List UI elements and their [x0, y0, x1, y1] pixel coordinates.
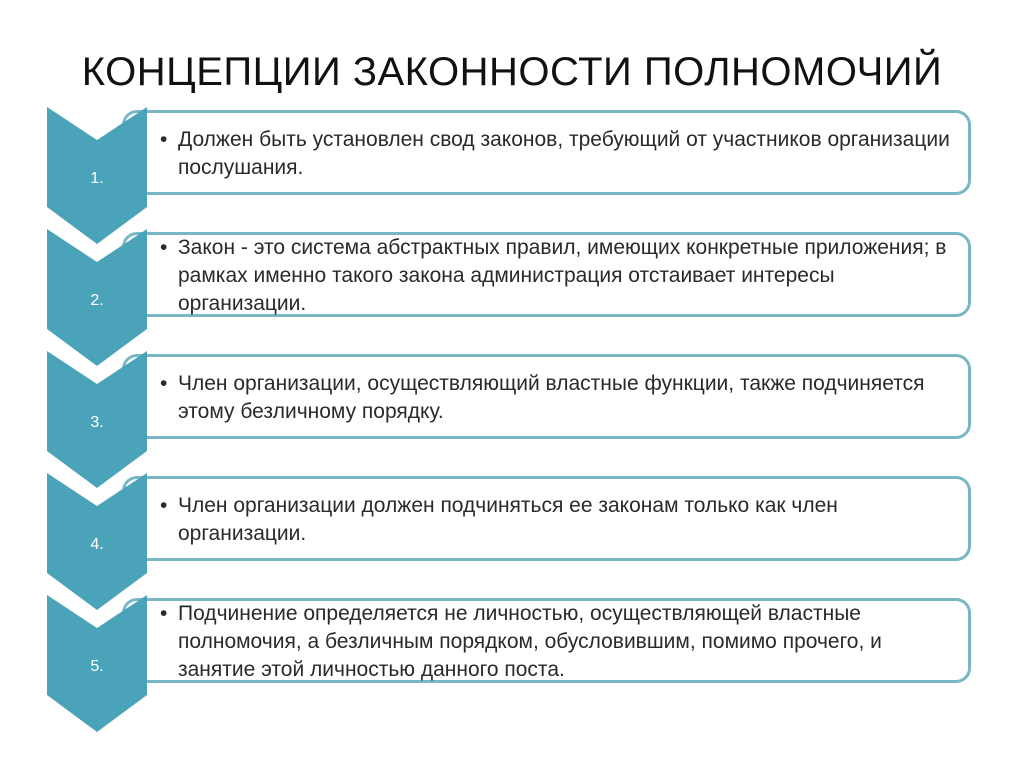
step-text-4-content: Член организации должен подчиняться ее законам только как член организации.: [178, 494, 838, 545]
step-number-2: 2.: [90, 292, 104, 309]
step-text-2-content: Закон - это система абстрактных правил, имеющих конкретные приложения; в рамках именно такого закона администрация отстаивает интересы организации.: [178, 236, 947, 315]
bullet: •: [160, 602, 168, 625]
bullet: •: [160, 494, 168, 517]
step-number-1: 1.: [90, 170, 104, 187]
step-text-5: [160, 600, 960, 684]
step-text-3-content: Член организации, осуществляющий властные функции, также подчиняется этому безличному порядку.: [178, 372, 925, 423]
step-text-1-content: Должен быть установлен свод законов, требующий от участников организации послушания.: [178, 128, 950, 179]
step-text-2: [160, 234, 960, 318]
step-number-4: 4.: [90, 536, 104, 553]
bullet: •: [160, 128, 168, 151]
step-text-4: [160, 492, 960, 548]
step-text-1: [160, 126, 960, 182]
bullet: •: [160, 372, 168, 395]
step-number-3: 3.: [90, 414, 104, 431]
step-text-3: [160, 370, 960, 426]
bullet: •: [160, 236, 168, 259]
step-number-5: 5.: [90, 658, 104, 675]
step-text-5-content: Подчинение определяется не личностью, осуществляющей властные полномочия, а безличным порядком, обусловившим, помимо прочего, и занятие этой личностью данного поста.: [178, 602, 882, 681]
page-title: КОНЦЕПЦИИ ЗАКОННОСТИ ПОЛНОМОЧИЙ: [81, 50, 943, 94]
